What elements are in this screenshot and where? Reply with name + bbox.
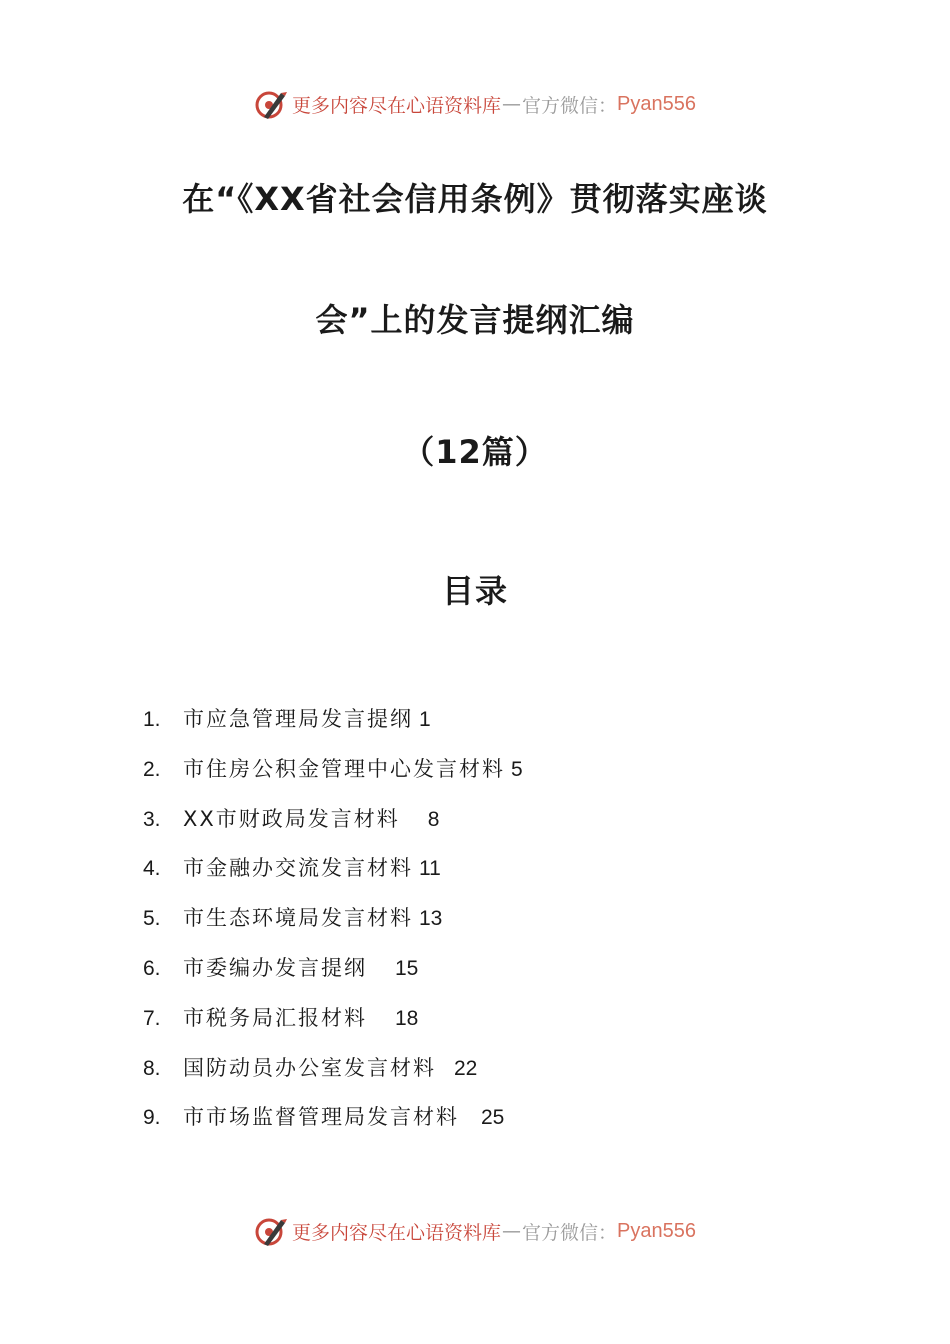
toc-item-title: 市生态环境局发言材料 (183, 906, 413, 931)
toc-item[interactable] (143, 899, 523, 949)
toc-item[interactable] (143, 700, 523, 750)
toc-item-title: XX市财政局发言材料 (183, 806, 400, 831)
toc-item-number: 5. (143, 907, 161, 931)
toc-item-title: 市应急管理局发言提纲 (183, 707, 413, 731)
toc-item-number: 9. (143, 1106, 161, 1130)
pen-logo-icon (254, 87, 288, 121)
toc-item-number: 4. (143, 857, 161, 881)
toc-item-page: 18 (395, 1006, 419, 1030)
document-title-count: （12篇） (402, 433, 548, 471)
toc-item-page: 1 (419, 708, 431, 731)
toc-item-title: 市住房公积金管理中心发言材料 (183, 756, 505, 781)
toc-item-page: 22 (454, 1056, 478, 1080)
toc-item-number: 6. (143, 956, 161, 980)
toc-item-page: 11 (419, 857, 441, 881)
toc-item-title: 市金融办交流发言材料 (183, 856, 413, 881)
toc-item[interactable] (143, 1049, 523, 1099)
watermark-tail-text: 官方微信： (522, 1221, 618, 1244)
watermark-dash: — (502, 1220, 522, 1242)
watermark-wechat-id: Pyan556 (617, 92, 696, 115)
toc-item[interactable] (143, 849, 523, 899)
toc-item-page: 5 (511, 757, 523, 781)
toc-item-number: 8. (143, 1056, 161, 1080)
toc-list (143, 700, 523, 1148)
toc-item-number: 3. (143, 807, 161, 831)
toc-item-page: 13 (419, 907, 443, 931)
toc-item-page: 8 (427, 807, 440, 831)
footer-watermark (0, 1211, 950, 1251)
watermark-dash: — (502, 93, 522, 115)
watermark-brand-text: 更多内容尽在心语资料库 (292, 94, 502, 117)
toc-item[interactable] (143, 1098, 523, 1148)
toc-item-page: 25 (481, 1106, 505, 1130)
toc-item-title: 国防动员办公室发言材料 (183, 1055, 436, 1080)
toc-item-title: 市市场监督管理局发言材料 (183, 1105, 459, 1130)
watermark-brand-text: 更多内容尽在心语资料库 (292, 1221, 502, 1244)
toc-item-title: 市税务局汇报材料 (183, 1005, 367, 1030)
toc-item-number: 1. (143, 708, 161, 731)
pen-logo-icon (254, 1214, 288, 1248)
toc-item-page: 15 (395, 956, 419, 980)
header-watermark (0, 84, 950, 124)
toc-item-title: 市委编办发言提纲 (183, 955, 367, 980)
document-title-line1: 在“《XX省社会信用条例》贯彻落实座谈 (182, 180, 768, 218)
toc-heading: 目录 (441, 572, 508, 610)
watermark-wechat-id: Pyan556 (617, 1219, 696, 1242)
document-title-line2: 会”上的发言提纲汇编 (315, 301, 635, 339)
toc-item-number: 2. (143, 757, 161, 781)
toc-item[interactable] (143, 750, 523, 800)
toc-item[interactable] (143, 999, 523, 1049)
toc-item[interactable] (143, 949, 523, 999)
watermark-tail-text: 官方微信： (522, 94, 618, 117)
toc-item-number: 7. (143, 1006, 161, 1030)
toc-item[interactable] (143, 800, 523, 850)
